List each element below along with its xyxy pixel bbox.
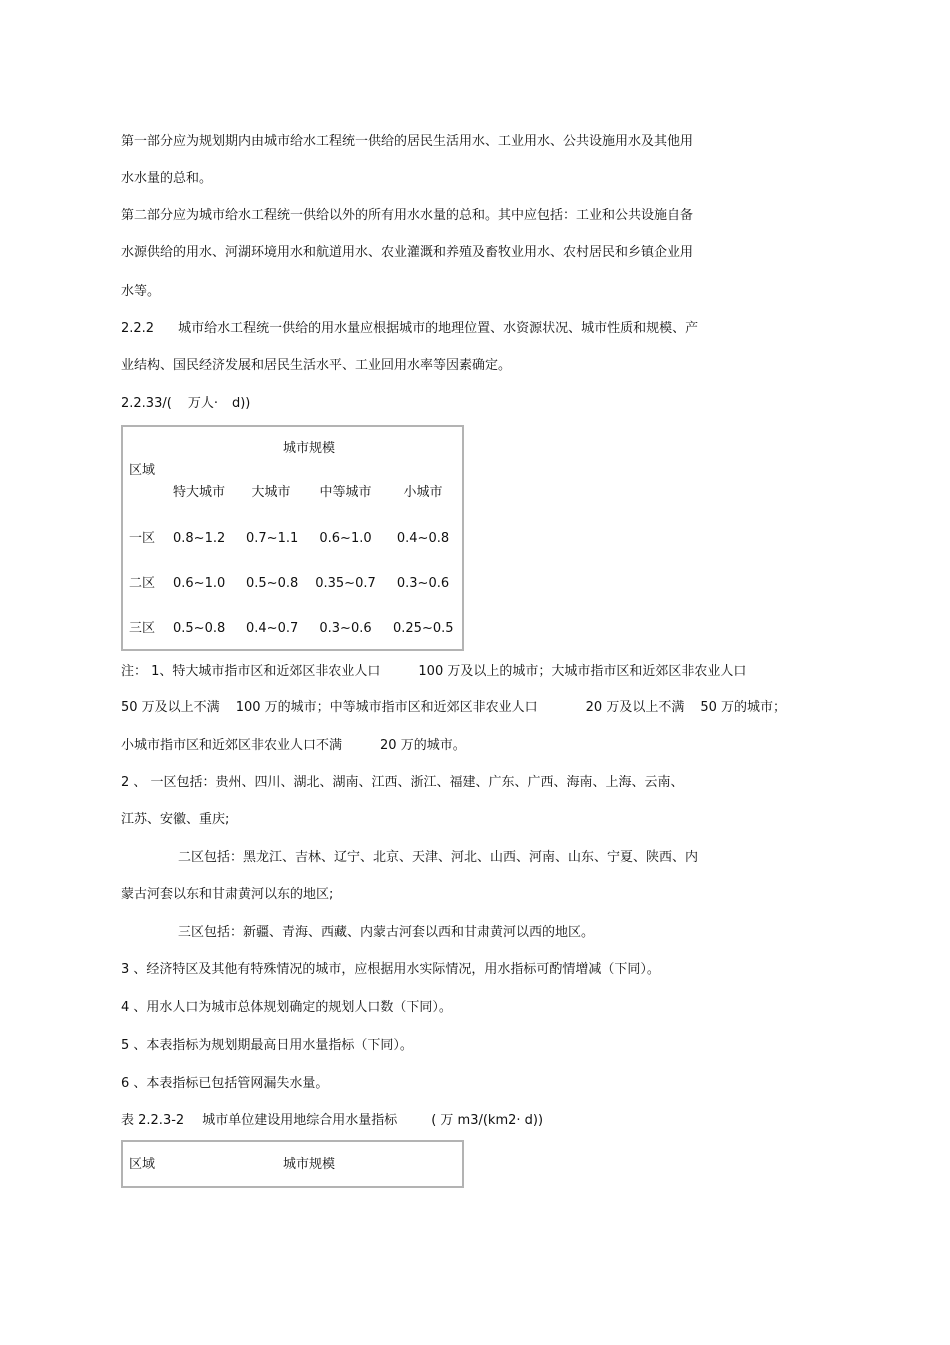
table-cell: 0.4~0.8 bbox=[396, 531, 450, 546]
note-part: 50 万及以上不满 bbox=[121, 700, 220, 715]
table-header-region: 区域 bbox=[129, 463, 156, 478]
column-header: 中等城市 bbox=[319, 485, 372, 500]
table-cell: 0.5~0.8 bbox=[246, 576, 299, 591]
note-part: 20 万的城市。 bbox=[380, 738, 466, 753]
caption-part: d)) bbox=[231, 396, 251, 411]
note-part: 注： 1、特大城市指市区和近郊区非农业人口 bbox=[121, 664, 381, 679]
paragraph-line: 业结构、国民经济发展和居民生活水平、工业回用水率等因素确定。 bbox=[121, 358, 512, 373]
note-line: 3 、经济特区及其他有特殊情况的城市，应根据用水实际情况，用水指标可酌情增减（下同）。 bbox=[121, 962, 660, 977]
note-line: 4 、用水人口为城市总体规划确定的规划人口数（下同）。 bbox=[121, 1000, 452, 1015]
land-water-table bbox=[121, 1140, 464, 1188]
note-line: 6 、本表指标已包括管网漏失水量。 bbox=[121, 1076, 329, 1091]
row-label: 一区 bbox=[129, 531, 156, 546]
note-line bbox=[121, 700, 786, 716]
column-header: 小城市 bbox=[403, 485, 443, 500]
table-cell: 0.3~0.6 bbox=[319, 621, 372, 636]
table-cell: 0.7~1.1 bbox=[246, 531, 299, 546]
section-2-2-2-line bbox=[121, 321, 698, 337]
caption-part: 表 2.2.3-2 bbox=[121, 1113, 185, 1128]
table1-caption bbox=[121, 396, 250, 412]
paragraph-line: 第一部分应为规划期内由城市给水工程统一供给的居民生活用水、工业用水、公共设施用水及其他用 bbox=[121, 134, 694, 149]
note-part: 50 万的城市； bbox=[700, 700, 787, 715]
paragraph-line: 第二部分应为城市给水工程统一供给以外的所有用水水量的总和。其中应包括：工业和公共设施自备 bbox=[121, 208, 694, 223]
paragraph-line: 水源供给的用水、河湖环境用水和航道用水、农业灌溉和养殖及畜牧业用水、农村居民和乡镇企业用 bbox=[121, 245, 694, 260]
table-cell: 0.35~0.7 bbox=[315, 576, 376, 591]
note-line: 蒙古河套以东和甘肃黄河以东的地区; bbox=[121, 887, 334, 902]
note-part: 小城市指市区和近郊区非农业人口不满 bbox=[121, 738, 343, 753]
row-label: 二区 bbox=[129, 576, 156, 591]
note-part: 100 万的城市；中等城市指市区和近郊区非农业人口 bbox=[235, 700, 538, 715]
table-cell: 0.6~1.0 bbox=[319, 531, 372, 546]
note-line: 5 、本表指标为规划期最高日用水量指标（下同）。 bbox=[121, 1038, 413, 1053]
note-part: 20 万及以上不满 bbox=[585, 700, 685, 715]
table-header-region: 区域 bbox=[129, 1157, 156, 1172]
note-line: 三区包括：新疆、青海、西藏、内蒙古河套以西和甘肃黄河以西的地区。 bbox=[178, 925, 595, 940]
table-cell: 0.5~0.8 bbox=[173, 621, 226, 636]
section-number: 2.2.2 bbox=[121, 321, 155, 336]
section-text: 城市给水工程统一供给的用水量应根据城市的地理位置、水资源状况、城市性质和规模、产 bbox=[178, 321, 699, 336]
table-cell: 0.3~0.6 bbox=[396, 576, 450, 591]
table-cell: 0.25~0.5 bbox=[393, 621, 454, 636]
paragraph-line: 水等。 bbox=[121, 284, 161, 299]
note-part: 100 万及以上的城市；大城市指市区和近郊区非农业人口 bbox=[418, 664, 747, 679]
caption-part: 万人· bbox=[187, 396, 218, 411]
note-line bbox=[121, 664, 746, 680]
row-label: 三区 bbox=[129, 621, 156, 636]
note-line: 江苏、安徽、重庆; bbox=[121, 812, 230, 827]
table-cell: 0.8~1.2 bbox=[173, 531, 226, 546]
caption-part: 城市单位建设用地综合用水量指标 bbox=[202, 1113, 398, 1128]
column-header: 大城市 bbox=[251, 485, 291, 500]
column-header: 特大城市 bbox=[173, 485, 226, 500]
table-cell: 0.6~1.0 bbox=[173, 576, 226, 591]
water-demand-table bbox=[121, 425, 464, 651]
table-cell: 0.4~0.7 bbox=[246, 621, 299, 636]
paragraph-line: 水水量的总和。 bbox=[121, 171, 213, 186]
note-line: 2 、 一区包括：贵州、四川、湖北、湖南、江西、浙江、福建、广东、广西、海南、上海、云南、 bbox=[121, 775, 684, 790]
caption-part: ( 万 m3/(km2· d)) bbox=[431, 1113, 544, 1128]
table2-caption bbox=[121, 1113, 543, 1129]
caption-part: 2.2.33/( bbox=[121, 396, 172, 411]
note-line: 二区包括：黑龙江、吉林、辽宁、北京、天津、河北、山西、河南、山东、宁夏、陕西、内 bbox=[178, 850, 699, 865]
table-header-scale: 城市规模 bbox=[283, 441, 336, 456]
table-header-scale: 城市规模 bbox=[283, 1157, 336, 1172]
note-line bbox=[121, 738, 466, 754]
